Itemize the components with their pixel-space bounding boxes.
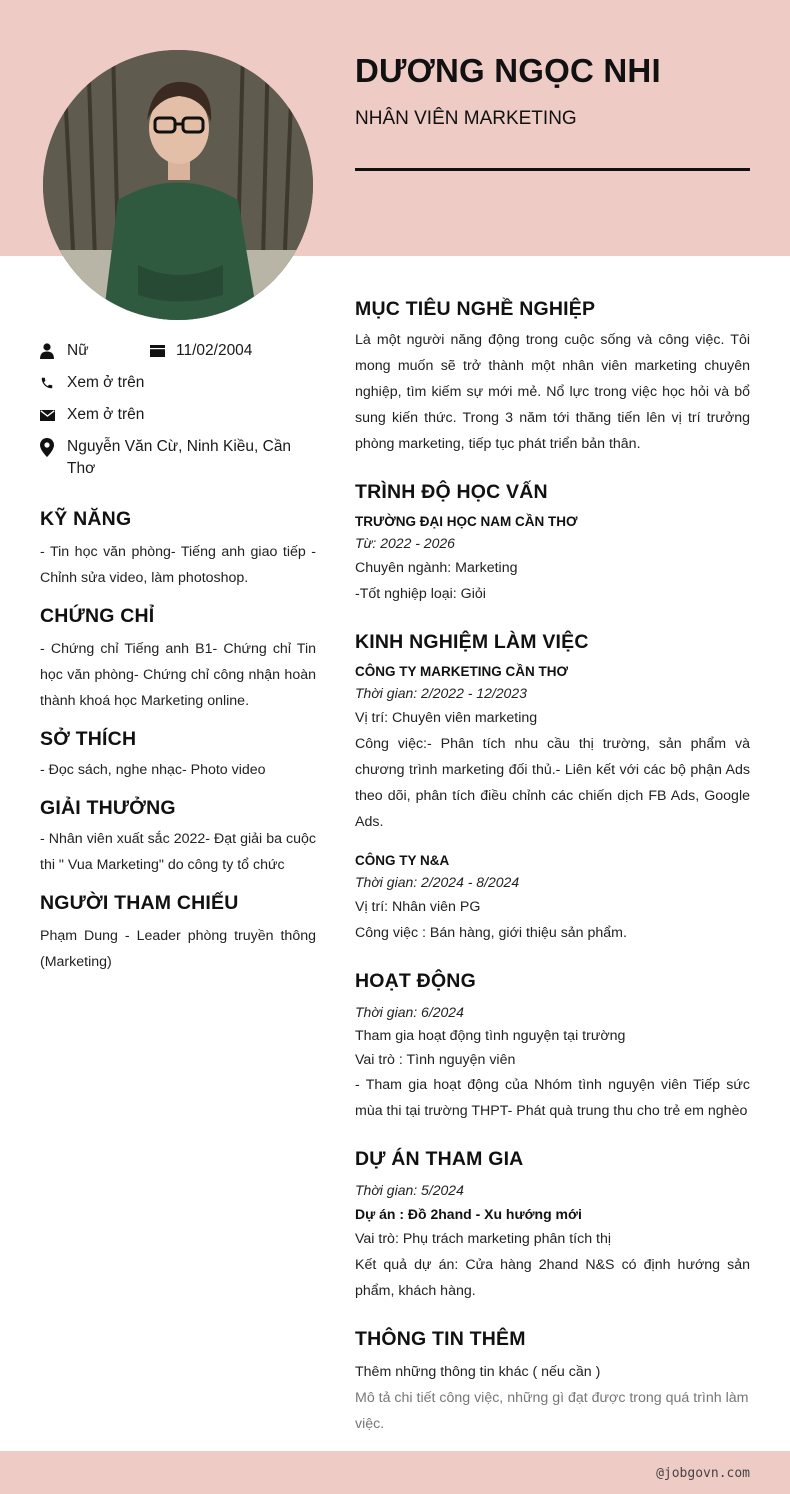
birthday-item	[150, 340, 252, 362]
right-column	[355, 298, 750, 1437]
certificates-text: - Chứng chỉ Tiếng anh B1- Chứng chỉ Tin học văn phòng- Chứng chỉ công nhận hoàn thành khoá học Marketing online.	[40, 641, 316, 709]
experience-heading: KINH NGHIỆM LÀM VIỆC	[355, 631, 589, 653]
phone-row	[40, 372, 316, 394]
objective-section	[355, 298, 750, 457]
experience-item	[355, 662, 750, 835]
education-grade: -Tốt nghiệp loại: Giỏi	[355, 586, 486, 602]
experience-duties: Công việc:- Phân tích nhu cầu thị trường, sản phẩm và chương trình marketing đối thủ.- Liên kết với các bộ phận Ads theo dõi, phân tích điều chỉnh các chiến dịch FB Ads, Google Ads.	[355, 736, 750, 830]
experience-section	[355, 631, 750, 946]
gender-birthday-row	[40, 340, 316, 362]
awards-heading: GIẢI THƯỞNG	[40, 797, 176, 819]
projects-heading: DỰ ÁN THAM GIA	[355, 1148, 524, 1170]
gender-item	[40, 340, 150, 362]
education-heading: TRÌNH ĐỘ HỌC VẤN	[355, 481, 548, 503]
projects-period: Thời gian: 5/2024	[355, 1182, 464, 1198]
address-row	[40, 436, 316, 480]
projects-role: Vai trò: Phụ trách marketing phân tích thị	[355, 1231, 612, 1247]
experience-position: Vị trí: Nhân viên PG	[355, 899, 481, 915]
objective-text: Là một người năng động trong cuộc sống và công việc. Tôi mong muốn sẽ trở thành một nhân viên marketing chuyên nghiệp, tìm kiếm sự mới mẻ. Nổ lực trong việc học hỏi và bổ sung kiến thức. Trong 3 năm tới thăng tiến lên vị trí trưởng phòng marketing, tiếp tục phát triển bản thân.	[355, 332, 750, 452]
candidate-name: DƯƠNG NGỌC NHI	[355, 52, 661, 89]
projects-result: Kết quả dự án: Cửa hàng 2hand N&S có định hướng sản phẩm, khách hàng.	[355, 1257, 750, 1299]
birthday-text: 11/02/2004	[176, 342, 253, 359]
mail-icon	[40, 404, 56, 426]
footer-watermark: @jobgovn.com	[656, 1466, 750, 1481]
candidate-job-title: NHÂN VIÊN MARKETING	[355, 108, 577, 129]
hobbies-section	[40, 728, 316, 783]
skills-section	[40, 508, 316, 591]
profile-photo	[43, 50, 313, 320]
activities-line: Tham gia hoạt động tình nguyện tại trường	[355, 1028, 626, 1044]
person-icon	[40, 340, 56, 362]
location-pin-icon	[40, 436, 56, 458]
activities-period: Thời gian: 6/2024	[355, 1004, 464, 1020]
email-text: Xem ở trên	[67, 406, 145, 423]
education-period: Từ: 2022 - 2026	[355, 535, 455, 551]
left-column	[40, 340, 316, 975]
education-major: Chuyên ngành: Marketing	[355, 560, 518, 576]
gender-text: Nữ	[67, 342, 89, 359]
activities-section	[355, 970, 750, 1124]
certificates-section	[40, 605, 316, 714]
activities-heading: HOẠT ĐỘNG	[355, 970, 476, 992]
hobbies-text: - Đọc sách, nghe nhạc- Photo video	[40, 762, 266, 778]
phone-text: Xem ở trên	[67, 374, 145, 391]
objective-heading: MỤC TIÊU NGHỀ NGHIỆP	[355, 298, 596, 320]
experience-duties: Công việc : Bán hàng, giới thiệu sản phẩm.	[355, 925, 627, 941]
experience-period: Thời gian: 2/2022 - 12/2023	[355, 685, 527, 701]
hobbies-heading: SỞ THÍCH	[40, 728, 137, 750]
projects-section	[355, 1148, 750, 1304]
more-info-line: Thêm những thông tin khác ( nếu cần )	[355, 1364, 601, 1380]
experience-item	[355, 851, 750, 946]
experience-company: CÔNG TY MARKETING CẦN THƠ	[355, 664, 569, 679]
references-text: Phạm Dung - Leader phòng truyền thông (Marketing)	[40, 928, 316, 970]
portrait-photo-icon	[43, 50, 313, 320]
references-section	[40, 892, 316, 975]
phone-icon	[40, 372, 56, 394]
experience-position: Vị trí: Chuyên viên marketing	[355, 710, 538, 726]
more-info-description: Mô tả chi tiết công việc, những gì đạt được trong quá trình làm việc.	[355, 1390, 749, 1432]
certificates-heading: CHỨNG CHỈ	[40, 605, 155, 627]
activities-role: Vai trò : Tình nguyện viên	[355, 1052, 516, 1068]
more-info-heading: THÔNG TIN THÊM	[355, 1328, 526, 1350]
title-divider	[355, 168, 750, 171]
references-heading: NGƯỜI THAM CHIẾU	[40, 892, 239, 914]
experience-period: Thời gian: 2/2024 - 8/2024	[355, 874, 520, 890]
education-school: TRƯỜNG ĐẠI HỌC NAM CẦN THƠ	[355, 514, 578, 529]
email-row	[40, 404, 316, 426]
skills-heading: KỸ NĂNG	[40, 508, 132, 530]
awards-text: - Nhân viên xuất sắc 2022- Đạt giải ba cuộc thi " Vua Marketing" do công ty tổ chức	[40, 831, 316, 873]
education-section	[355, 481, 750, 607]
skills-text: - Tin học văn phòng- Tiếng anh giao tiếp - Chỉnh sửa video, làm photoshop.	[40, 544, 316, 586]
more-info-section	[355, 1328, 750, 1437]
address-text: Nguyễn Văn Cừ, Ninh Kiều, Cần Thơ	[67, 438, 292, 477]
experience-company: CÔNG TY N&A	[355, 853, 450, 868]
projects-name: Dự án : Đồ 2hand - Xu hướng mới	[355, 1206, 582, 1222]
awards-section	[40, 797, 316, 878]
activities-details: - Tham gia hoạt động của Nhóm tình nguyện viên Tiếp sức mùa thi tại trường THPT- Phát quà trung thu cho trẻ em nghèo	[355, 1077, 750, 1119]
calendar-icon	[150, 340, 166, 362]
